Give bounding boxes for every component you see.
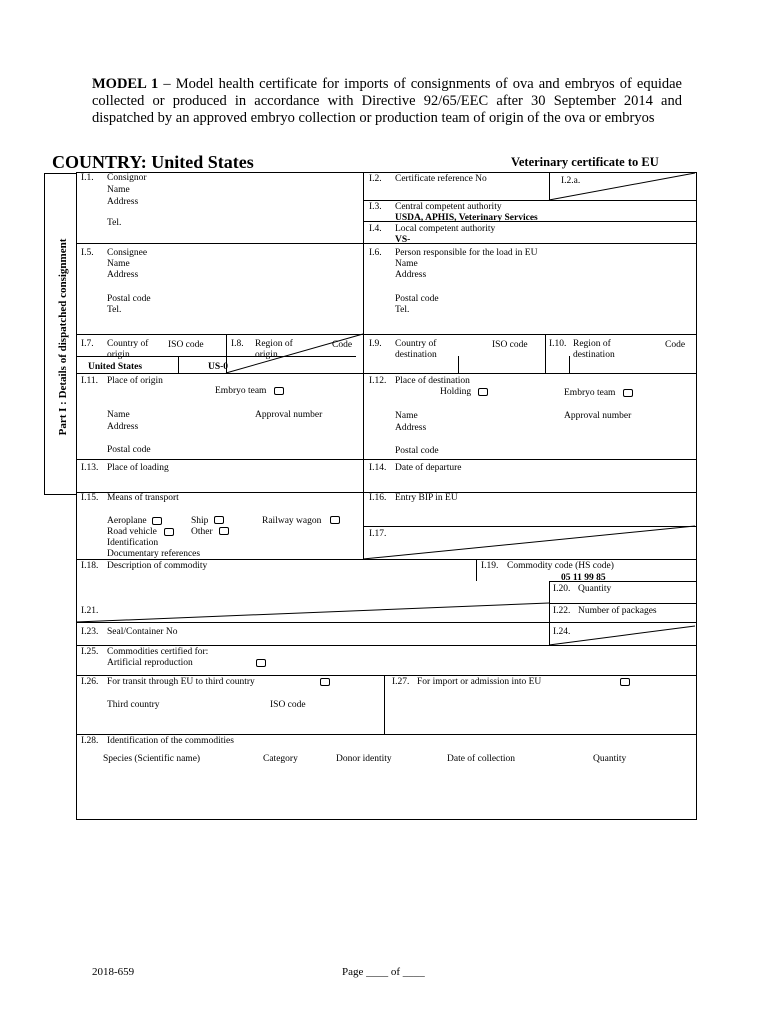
place-origin-label: Place of origin: [107, 376, 163, 386]
road-vehicle-label: Road vehicle: [107, 527, 157, 537]
place-destination-label: Place of destination: [395, 376, 470, 386]
other-transport-checkbox[interactable]: [219, 527, 229, 535]
commodity-code-value: 05 11 99 85: [561, 573, 606, 583]
railway-label: Railway wagon: [262, 516, 322, 526]
i14-number: I.14.: [369, 463, 387, 473]
consignee-name-label: Name: [107, 259, 130, 269]
i4-number: I.4.: [369, 224, 382, 234]
certificate-reference-label: Certificate reference No: [395, 174, 487, 184]
i11-number: I.11.: [81, 376, 99, 386]
identification-label: Identification: [107, 538, 159, 548]
i19-number: I.19.: [481, 561, 499, 571]
central-authority-value: USDA, APHIS, Veterinary Services: [395, 213, 538, 223]
origin-embryo-team-checkbox[interactable]: [274, 387, 284, 395]
region-destination-label-b: destination: [573, 350, 615, 360]
i15-number: I.15.: [81, 493, 99, 503]
origin-embryo-team-label: Embryo team: [215, 386, 267, 396]
i24-number: I.24.: [553, 627, 571, 637]
i5-number: I.5.: [81, 248, 94, 258]
i23-number: I.23.: [81, 627, 99, 637]
import-admission-checkbox[interactable]: [620, 678, 630, 686]
consignee-postal-label: Postal code: [107, 294, 151, 304]
part-label: Part I : Details of dispatched consignment: [57, 238, 69, 436]
railway-checkbox[interactable]: [330, 516, 340, 524]
consignor-label: Consignor: [107, 173, 147, 183]
central-authority-label: Central competent authority: [395, 202, 502, 212]
category-column-label: Category: [263, 754, 298, 764]
dest-embryo-team-label: Embryo team: [564, 388, 616, 398]
identification-commodities-label: Identification of the commodities: [107, 736, 234, 746]
import-admission-label: For import or admission into EU: [417, 677, 542, 687]
i12-number: I.12.: [369, 376, 387, 386]
country-origin-label-a: Country of: [107, 339, 149, 349]
date-departure-label: Date of departure: [395, 463, 462, 473]
quantity-label: Quantity: [578, 584, 612, 594]
origin-approval-label: Approval number: [255, 410, 323, 420]
person-responsible-label: Person responsible for the load in EU: [395, 248, 538, 258]
i25-number: I.25.: [81, 647, 99, 657]
page-number: Page ____ of ____: [342, 966, 425, 978]
model-label: MODEL 1: [92, 76, 159, 92]
region-destination-code-label: Code: [665, 340, 686, 350]
place-loading-label: Place of loading: [107, 463, 169, 473]
country-origin-label-b: origin: [107, 350, 130, 360]
i13-number: I.13.: [81, 463, 99, 473]
consignor-address-label: Address: [107, 197, 139, 207]
dest-postal-label: Postal code: [395, 446, 439, 456]
i2a-number: I.2.a.: [561, 176, 581, 186]
holding-label: Holding: [440, 387, 472, 397]
means-transport-label: Means of transport: [107, 493, 179, 503]
consignor-name-label: Name: [107, 185, 130, 195]
i6-number: I.6.: [369, 248, 382, 258]
quantity-column-label: Quantity: [593, 754, 627, 764]
entry-bip-label: Entry BIP in EU: [395, 493, 458, 503]
documentary-references-label: Documentary references: [107, 549, 201, 559]
artificial-reproduction-label: Artificial reproduction: [107, 658, 193, 668]
i28-number: I.28.: [81, 736, 99, 746]
road-vehicle-checkbox[interactable]: [164, 528, 174, 536]
i3-number: I.3.: [369, 202, 382, 212]
consignee-address-label: Address: [107, 270, 139, 280]
description-commodity-label: Description of commodity: [107, 561, 208, 571]
region-destination-label-a: Region of: [573, 339, 611, 349]
origin-iso-value: US-0: [208, 362, 229, 372]
local-authority-value: VS-: [395, 235, 411, 245]
region-origin-code-label: Code: [332, 340, 353, 350]
third-country-iso-label: ISO code: [270, 700, 306, 710]
local-authority-label: Local competent authority: [395, 224, 496, 234]
document-number: 2018-659: [92, 966, 135, 978]
person-tel-label: Tel.: [395, 305, 410, 315]
holding-checkbox[interactable]: [478, 388, 488, 396]
i20-number: I.20.: [553, 584, 571, 594]
country-destination-label-a: Country of: [395, 339, 437, 349]
artificial-reproduction-checkbox[interactable]: [256, 659, 266, 667]
commodity-code-label: Commodity code (HS code): [507, 561, 614, 571]
dest-approval-label: Approval number: [564, 411, 632, 421]
dest-embryo-team-checkbox[interactable]: [623, 389, 633, 397]
number-packages-label: Number of packages: [578, 606, 657, 616]
i22-number: I.22.: [553, 606, 571, 616]
third-country-label: Third country: [107, 700, 160, 710]
commodities-certified-label: Commodities certified for:: [107, 647, 209, 657]
transit-label: For transit through EU to third country: [107, 677, 255, 687]
origin-postal-label: Postal code: [107, 445, 151, 455]
transit-checkbox[interactable]: [320, 678, 330, 686]
ship-label: Ship: [191, 516, 209, 526]
country-destination-label-b: destination: [395, 350, 437, 360]
country-origin-value: United States: [88, 362, 143, 372]
i21-number: I.21.: [81, 606, 99, 616]
i9-number: I.9.: [369, 339, 382, 349]
origin-name-label: Name: [107, 410, 130, 420]
date-collection-column-label: Date of collection: [447, 754, 516, 764]
person-name-label: Name: [395, 259, 418, 269]
country-heading: COUNTRY: United States: [52, 152, 254, 172]
consignee-tel-label: Tel.: [107, 305, 122, 315]
i18-number: I.18.: [81, 561, 99, 571]
species-column-label: Species (Scientific name): [103, 754, 201, 764]
i1-number: I.1.: [81, 173, 94, 183]
i27-number: I.27.: [392, 677, 410, 687]
region-origin-label-a: Region of: [255, 339, 293, 349]
consignee-label: Consignee: [107, 248, 148, 258]
seal-container-label: Seal/Container No: [107, 627, 178, 637]
destination-iso-label: ISO code: [492, 340, 528, 350]
aeroplane-label: Aeroplane: [107, 516, 147, 526]
i2-number: I.2.: [369, 174, 382, 184]
i7-number: I.7.: [81, 339, 94, 349]
i16-number: I.16.: [369, 493, 387, 503]
i10-number: I.10.: [549, 339, 567, 349]
consignor-tel-label: Tel.: [107, 218, 122, 228]
i26-number: I.26.: [81, 677, 99, 687]
donor-identity-column-label: Donor identity: [336, 754, 392, 764]
origin-address-label: Address: [107, 422, 139, 432]
title-text: – Model health certificate for imports of consignments of ova and embryos of equidae collected or produced in accordance with Directive 92/65/EEC after 30 September 2014 and dispatched by an approved embryo collection or production team of origin of the ova or embryos: [92, 76, 682, 126]
region-origin-label-b: origin: [255, 350, 278, 360]
dest-address-label: Address: [395, 423, 427, 433]
other-transport-label: Other: [191, 527, 213, 537]
i8-number: I.8.: [231, 339, 244, 349]
dest-name-label: Name: [395, 411, 418, 421]
aeroplane-checkbox[interactable]: [152, 517, 162, 525]
ship-checkbox[interactable]: [214, 516, 224, 524]
certificate-type: Veterinary certificate to EU: [511, 155, 659, 169]
person-postal-label: Postal code: [395, 294, 439, 304]
i17-number: I.17.: [369, 529, 387, 539]
person-address-label: Address: [395, 270, 427, 280]
origin-iso-label: ISO code: [168, 340, 204, 350]
